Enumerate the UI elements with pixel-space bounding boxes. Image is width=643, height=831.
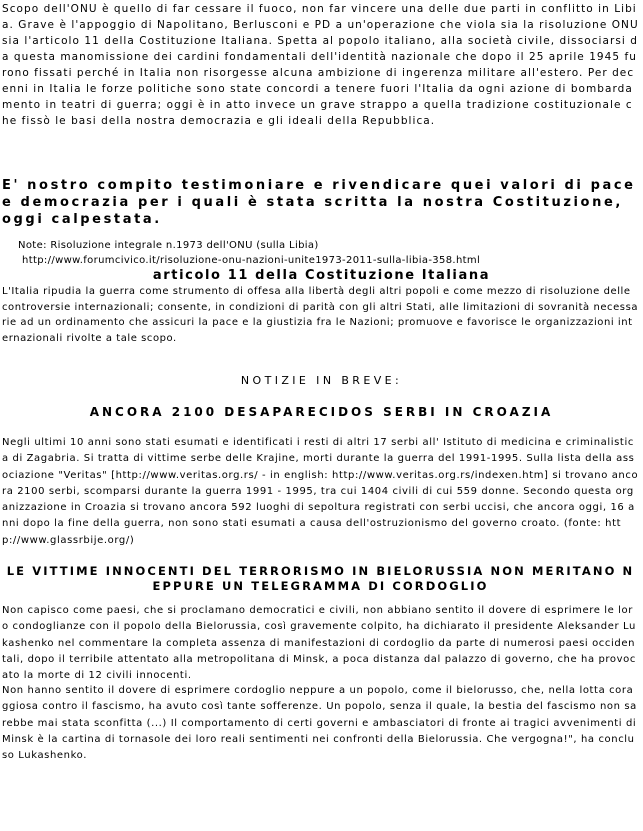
call-to-action: E' nostro compito testimoniare e rivendicare quei valori di pace e democrazia per i quali è stata scritta la nostra Costituzione, oggi calpestata. [2, 178, 636, 227]
article-text: L'Italia ripudia la guerra come strumento di offesa alla libertà degli altri popoli e come mezzo di risoluzione delle controversie internazionali; consente, in condizioni di parità con gli altri Stati, alle limitazioni di sovranità necessarie ad un ordinamento che assicuri la pace e la giustizia fra le Nazioni; promuove e favorisce le organizzazioni internazionali rivolte a tale scopo. [2, 286, 639, 344]
note-link[interactable]: http://www.forumcivico.it/risoluzione-onu-nazioni-unite1973-2011-sulla-libia-358.html [22, 255, 481, 266]
article-title: articolo 11 della Costituzione Italiana [152, 268, 491, 283]
news-text-bielorussia-1: Non capisco come paesi, che si proclamano democratici e civili, non abbiano sentito il dovere di esprimere le loro condoglianze con il popolo della Bielorussia, così gravemente colpito, ha dichiarato il presidente Aleksander Lukashenko nel commentare la completa assenza di manifestazioni di cordoglio da parte di numerosi paesi occidentali, dopo il terribile attentato alla metropolitana di Minsk, a poca distanza dal palazzo di governo, che ha provocato la morte di 12 civili innocenti. [2, 605, 636, 682]
news-section-title: NOTIZIE IN BREVE: [240, 374, 403, 387]
note-line: Note: Risoluzione integrale n.1973 dell'ONU (sulla Libia) [18, 240, 319, 251]
intro-paragraph: Scopo dell'ONU è quello di far cessare il fuoco, non far vincere una delle due parti in conflitto in Libia. Grave è l'appoggio di Napolitano, Berlusconi e PD a un'operazione che viola sia la risoluzione ONU sia l'articolo 11 della Costituzione Italiana. Spetta al popolo italiano, alla società civile, dissociarsi da questa manomissione dei cardini fondamentali dell'identità nazionale che dopo il 25 aprile 1945 furono fissati perché in Italia non risorgesse alcuna ambizione di ingerenza militare all'estero. Per decenni in Italia le forze politiche sono state concordi a tenere fuori l'Italia da ogni azione di bombardamento in teatri di guerra; oggi è in atto invece un grave strappo a quella tradizione costituzionale che fissò le basi della nostra democrazia e gli ideali della Repubblica. [2, 3, 639, 127]
news-headline-bielorussia: LE VITTIME INNOCENTI DEL TERRORISMO IN BIELORUSSIA NON MERITANO NEPPURE UN TELEGRAMMA DI CORDOGLIO [6, 564, 635, 593]
news-headline-desaparecidos: ANCORA 2100 DESAPARECIDOS SERBI IN CROAZIA [89, 405, 554, 419]
news-text-desaparecidos: Negli ultimi 10 anni sono stati esumati e identificati i resti di altri 17 serbi all' Istituto di medicina e criminalistica di Zagabria. Si tratta di vittime serbe delle Krajine, morti durante la guerra del 1991-1995. Sulla lista della associazione "Veritas" [http://www.veritas.org.rs/ - in english: http://www.veritas.org.rs/indexen.htm] si trovano ancora 2100 serbi, scomparsi durante la guerra 1991 - 1995, tra cui 1404 civili di cui 559 donne. Secondo questa organizzazione in Croazia si trovano ancora 592 luoghi di sepoltura registrati con serbi uccisi, che ancora oggi, 16 anni dopo la fine della guerra, non sono stati esumati a causa dell'ostruzionismo del governo croato. (fonte: http://www.glassrbije.org/) [2, 437, 639, 546]
news-text-bielorussia-2: Non hanno sentito il dovere di esprimere cordoglio neppure a un popolo, come il bielorusso, che, nella lotta coraggiosa contro il fascismo, ha avuto così tante sofferenze. Un popolo, senza il quale, la bestia del fascismo non sarebbe mai stata sconfitta (...) Il comportamento di certi governi e ambasciatori di fronte ai tragici avvenimenti di Minsk è la cartina di tornasole dei loro reali sentimenti nei confronti della Bielorussia. Che vergogna!", ha concluso Lukashenko. [2, 685, 637, 762]
